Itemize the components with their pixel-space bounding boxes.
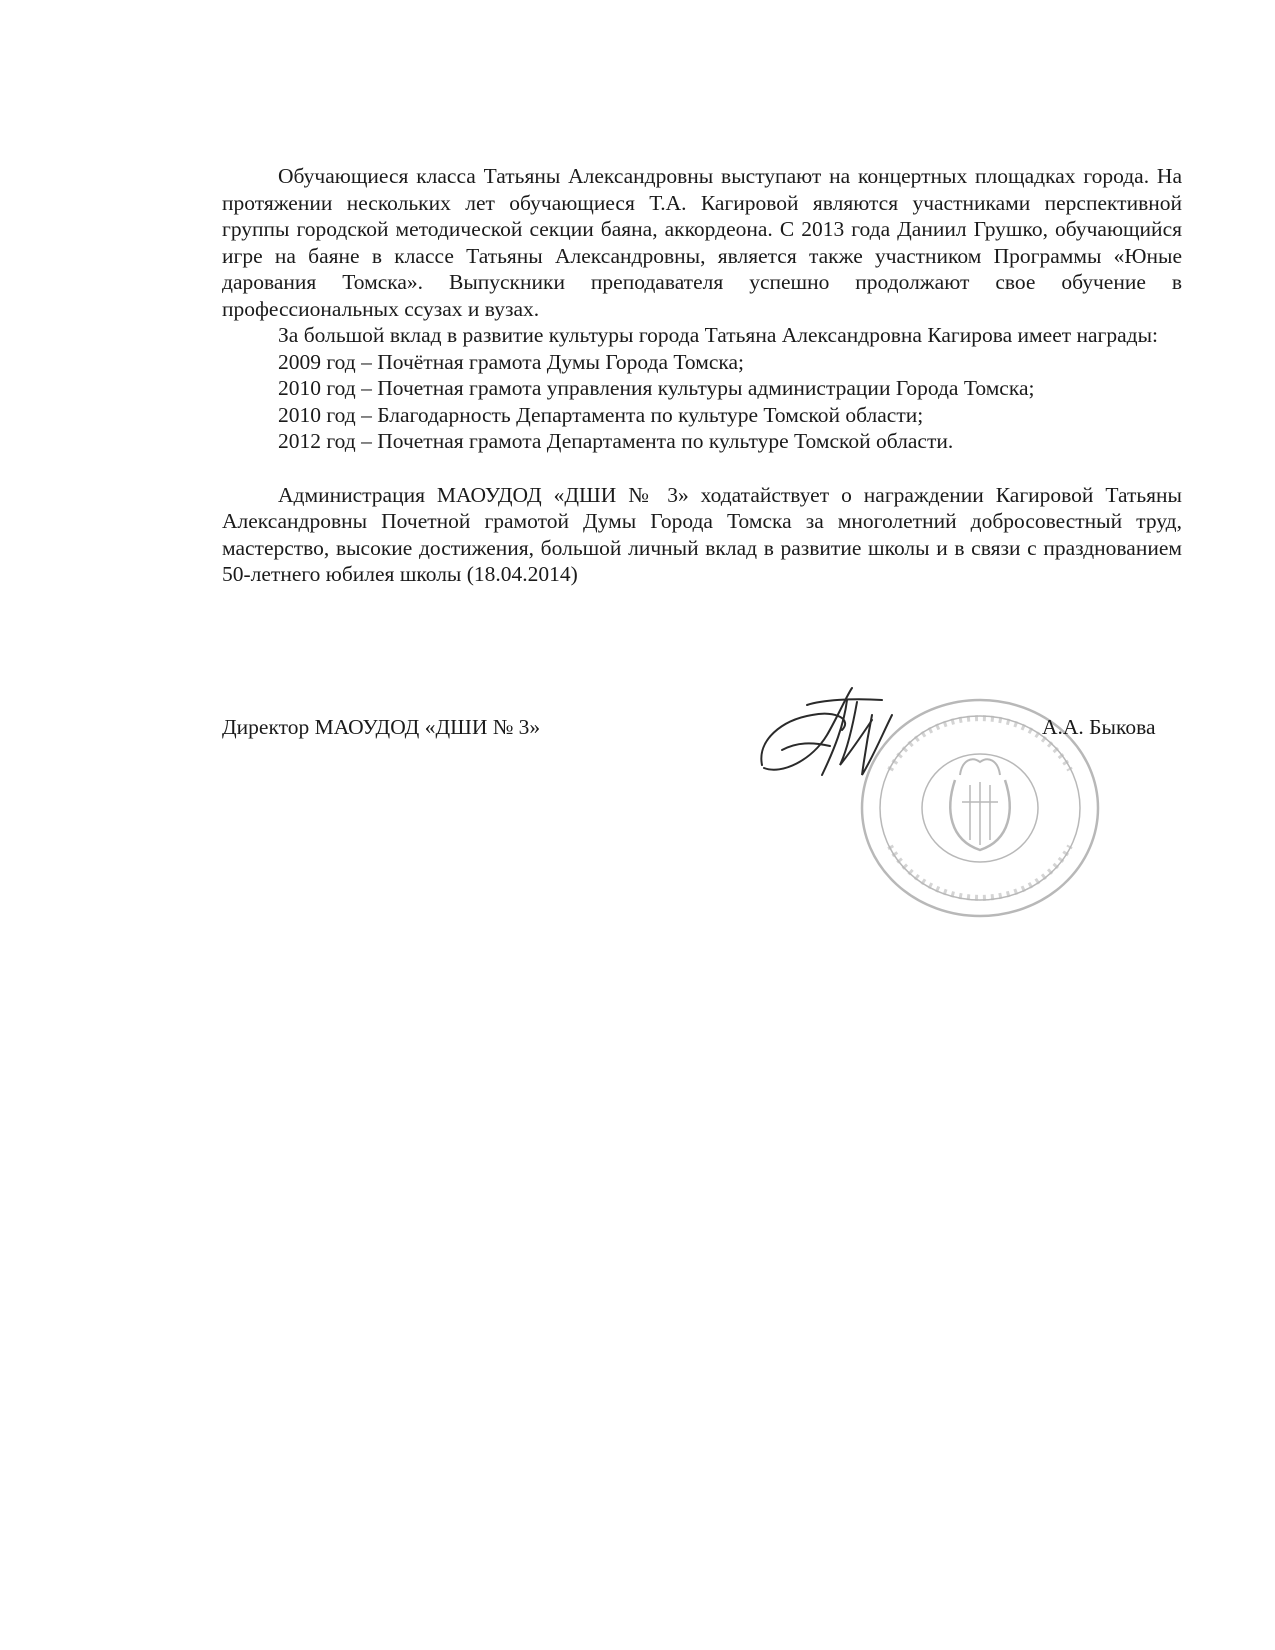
award-item: 2010 год – Благодарность Департамента по культуре Томской области;	[278, 402, 924, 427]
paragraph-students-performances: Обучающиеся класса Татьяны Александровны выступают на концертных площадках города. На протяжении нескольких лет обучающиеся Т.А. Кагировой являются участниками перспективной группы городской методической секции баяна, аккордеона. С 2013 года Даниил Грушко, обучающийся игре на баяне в классе Татьяны Александровны, является также участником Программы «Юные дарования Томска». Выпускники преподавателя успешно продолжают свое обучение в профессиональных ссузах и вузах.	[222, 164, 1182, 321]
document-body	[222, 163, 1182, 588]
awards-list	[222, 349, 1182, 455]
award-item: 2010 год – Почетная грамота управления культуры администрации Города Томска;	[278, 376, 1035, 400]
signature-block	[222, 715, 1182, 745]
director-title: Директор МАОУДОД «ДШИ № 3»	[222, 715, 541, 739]
award-item: 2012 год – Почетная грамота Департамента по культуре Томской области.	[278, 429, 954, 453]
director-name: А.А. Быкова	[1042, 715, 1156, 739]
paragraph-awards-intro: За большой вклад в развитие культуры города Татьяна Александровна Кагирова имеет награды:	[278, 323, 1159, 347]
paragraph-petition: Администрация МАОУДОД «ДШИ № 3» ходатайствует о награждении Кагировой Татьяны Александровны Почетной грамотой Думы Города Томска за многолетний добросовестный труд, мастерство, высокие достижения, большой личный вклад в развитие школы и в связи с празднованием 50-летнего юбилея школы (18.04.2014)	[222, 482, 1182, 586]
award-item: 2009 год – Почётная грамота Думы Города Томска;	[278, 349, 744, 374]
